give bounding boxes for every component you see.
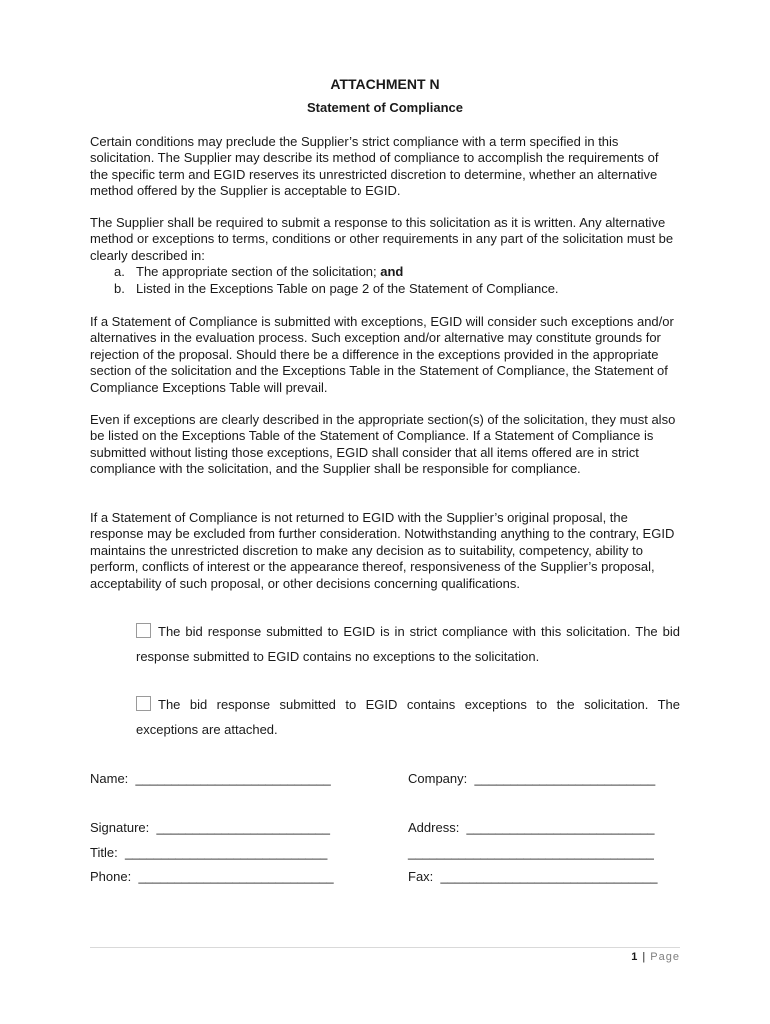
fax-line[interactable]: ______________________________: [440, 869, 658, 884]
signature-label: Signature:: [90, 820, 150, 835]
paragraph-requirements: The Supplier shall be required to submit a response to this solicitation as it is written. Any alternative method or exceptions to terms, conditions or other requirements in any part of the solicitation must be clearly described in:: [90, 215, 674, 263]
option-no-exceptions: [136, 620, 680, 669]
name-field[interactable]: [90, 771, 331, 786]
list-item-bold: and: [380, 264, 404, 280]
option-no-exceptions-text: The bid response submitted to EGID is in strict compliance with this solicitation. The bid response submitted to EGID contains no exceptions to the solicitation.: [136, 624, 680, 664]
list-item-text: Listed in the Exceptions Table on page 2 of the Statement of Compliance.: [136, 280, 559, 296]
page-separator: |: [642, 951, 647, 963]
name-label: Name:: [90, 771, 129, 786]
paragraph-intro: Certain conditions may preclude the Supplier’s strict compliance with a term specified in this solicitation. The Supplier may describe its method of compliance to accomplish the requirements of the specific term and EGID reserves its unrestricted discretion to determine, whether an alternative method offered by the Supplier is acceptable to EGID.: [90, 134, 659, 199]
company-label: Company:: [408, 771, 468, 786]
document-subtitle: Statement of Compliance: [306, 100, 464, 115]
page-footer: [631, 951, 680, 963]
list-item-text: The appropriate section of the solicitation;: [136, 264, 381, 280]
address-line-2-field[interactable]: [408, 845, 654, 860]
list-item: [90, 281, 680, 297]
requirements-list: [90, 264, 680, 297]
phone-label: Phone:: [90, 869, 132, 884]
name-line[interactable]: ___________________________: [135, 771, 331, 786]
paragraph-exceptions: If a Statement of Compliance is submitted with exceptions, EGID will consider such exceptions and/or alternatives in the evaluation process. Such exception and/or alternative may constitute grounds for rejection of the proposal. Should there be a difference in the exceptions provided in the appropriate section of the solicitation and the Exceptions Table in the Statement of Compliance, the Statement of Compliance Exceptions Table will prevail.: [90, 314, 674, 395]
phone-field[interactable]: [90, 869, 334, 884]
address-line[interactable]: __________________________: [466, 820, 655, 835]
paragraph-requirements-block: [90, 215, 680, 297]
no-exceptions-checkbox[interactable]: [136, 623, 151, 638]
list-marker: a.: [114, 264, 125, 280]
option-with-exceptions: [136, 693, 680, 742]
with-exceptions-checkbox[interactable]: [136, 696, 151, 711]
address-line-2[interactable]: __________________________________: [408, 845, 654, 860]
phone-line[interactable]: ___________________________: [138, 869, 334, 884]
address-field[interactable]: [408, 820, 655, 835]
fax-label: Fax:: [408, 869, 434, 884]
title-field[interactable]: [90, 845, 327, 860]
page-number: 1: [631, 951, 639, 963]
document-page: [90, 0, 680, 1024]
document-title: ATTACHMENT N: [330, 76, 440, 92]
page-word: Page: [650, 951, 680, 963]
paragraph-return: If a Statement of Compliance is not returned to EGID with the Supplier’s original proposal, the response may be excluded from further consideration. Notwithstanding anything to the contrary, EGID maintains the unrestricted discretion to make any decision as to suitability, competency, ability to perform, conflicts of interest or the appearance thereof, responsiveness of the Supplier’s proposal, acceptability of such proposal, or other decisions concerning qualifications.: [90, 510, 675, 591]
signature-line[interactable]: ________________________: [156, 820, 331, 835]
address-label: Address:: [408, 820, 460, 835]
title-label: Title:: [90, 845, 118, 860]
footer-divider: [90, 947, 680, 948]
option-with-exceptions-text: The bid response submitted to EGID contains exceptions to the solicitation. The exceptions are attached.: [136, 697, 680, 737]
title-line[interactable]: ____________________________: [124, 845, 328, 860]
list-item: [90, 264, 680, 280]
company-line[interactable]: _________________________: [474, 771, 656, 786]
list-marker: b.: [114, 280, 125, 296]
signature-field[interactable]: [90, 820, 330, 835]
fax-field[interactable]: [408, 869, 657, 884]
paragraph-listing: Even if exceptions are clearly described in the appropriate section(s) of the solicitation, they must also be listed on the Exceptions Table of the Statement of Compliance. If a Statement of Compliance is submitted without listing those exceptions, EGID shall consider that all items offered are in strict compliance with the solicitation, and the Supplier shall be responsible for compliance.: [90, 412, 676, 477]
company-field[interactable]: [408, 771, 655, 786]
